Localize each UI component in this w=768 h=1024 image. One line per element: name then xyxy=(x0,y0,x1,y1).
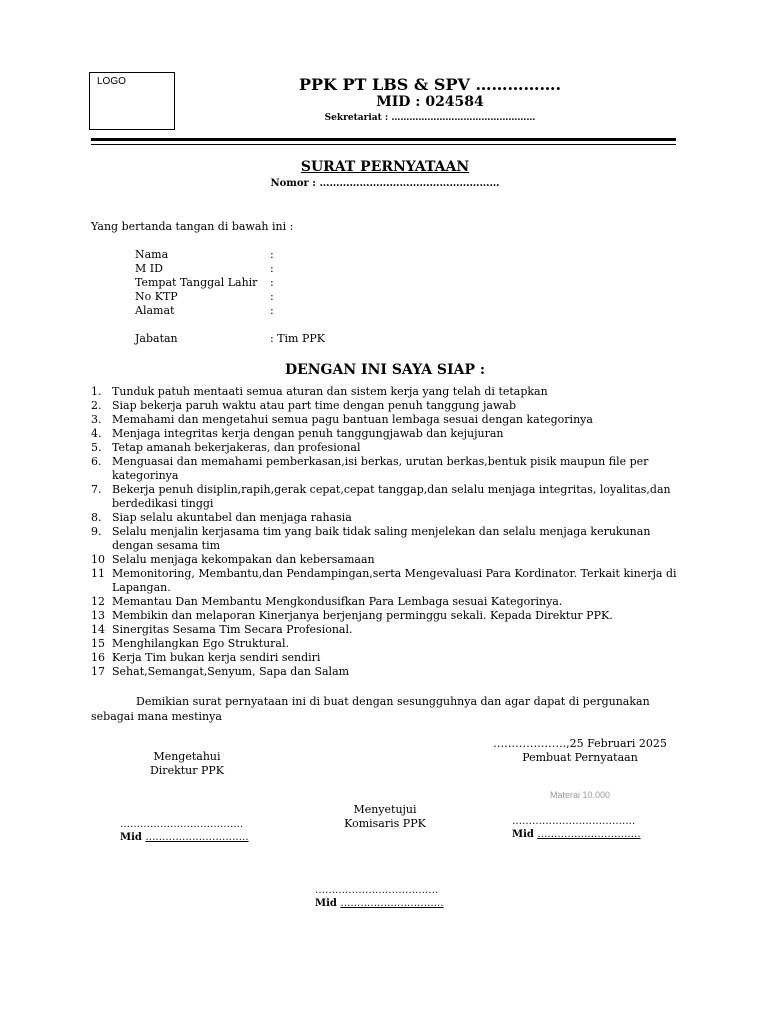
logo-placeholder xyxy=(89,72,175,130)
acknowledge-block xyxy=(97,750,277,778)
list-item-text: Kerja Tim bukan kerja sendiri sendiri xyxy=(112,651,321,664)
list-item-text: Siap selalu akuntabel dan menjaga rahasia xyxy=(112,511,352,524)
intro-text: Yang bertanda tangan di bawah ini : xyxy=(91,220,294,233)
field-value: : xyxy=(270,276,274,289)
list-item xyxy=(91,595,691,609)
list-item xyxy=(91,567,691,595)
signature-name-line: ………………………………. xyxy=(120,819,244,830)
acknowledge-role: Direktur PPK xyxy=(149,764,225,777)
mid-label: Mid xyxy=(315,898,337,909)
list-item-number: 11 xyxy=(91,567,105,580)
list-item xyxy=(91,455,691,483)
signature-mid-line xyxy=(512,828,641,841)
list-item xyxy=(91,441,691,455)
list-item-number: 1. xyxy=(91,385,102,398)
header-rule-thin xyxy=(91,144,676,145)
approve-block xyxy=(285,803,485,831)
organization-mid: MID : 024584 xyxy=(376,94,484,110)
field-label: Tempat Tanggal Lahir xyxy=(135,276,258,289)
list-item-text: Selalu menjalin kerjasama tim yang baik tidak saling menjelekan dan selalu menjaga kerukunan dengan sesama tim xyxy=(112,525,651,552)
list-item xyxy=(91,525,691,553)
list-item-text: Memahami dan mengetahui semua pagu bantuan lembaga sesuai dengan kategorinya xyxy=(112,413,593,426)
signing-date: ………………..,25 Februari 2025 xyxy=(493,737,667,750)
list-item-text: Sinergitas Sesama Tim Secara Profesional. xyxy=(112,623,353,636)
closing-paragraph xyxy=(91,694,691,724)
acknowledge-label: Mengetahui xyxy=(153,750,221,763)
list-item-number: 15 xyxy=(91,637,105,650)
field-row-position xyxy=(135,332,325,346)
closing-line-1: Demikian surat pernyataan ini di buat dengan sesungguhnya dan agar dapat di pergunakan xyxy=(136,695,650,708)
signature-director xyxy=(120,818,249,844)
list-item-number: 3. xyxy=(91,413,102,426)
list-item-text: Sehat,Semangat,Senyum, Sapa dan Salam xyxy=(112,665,350,678)
list-item-number: 13 xyxy=(91,609,105,622)
list-item-text: Siap bekerja paruh waktu atau part time dengan penuh tanggung jawab xyxy=(112,399,516,412)
signature-commissioner xyxy=(315,884,444,910)
mid-label: Mid xyxy=(120,832,142,843)
identity-fields xyxy=(135,248,325,346)
secretariat-line: Sekretariat : ………………………………………… xyxy=(324,113,536,123)
list-item xyxy=(91,413,691,427)
approve-role: Komisaris PPK xyxy=(344,817,426,830)
mid-dots: …………………………. xyxy=(537,829,641,840)
document-title: SURAT PERNYATAAN xyxy=(300,159,470,175)
list-item xyxy=(91,609,691,623)
list-item-number: 6. xyxy=(91,455,102,468)
field-value: : xyxy=(270,248,274,261)
list-item-text: Bekerja penuh disiplin,rapih,gerak cepat,cepat tanggap,dan selalu menjaga integritas, loyalitas,dan berdedikasi tinggi xyxy=(112,483,671,510)
list-item xyxy=(91,399,691,413)
approve-label: Menyetujui xyxy=(353,803,417,816)
list-item xyxy=(91,553,691,567)
signature-maker xyxy=(512,815,641,841)
field-label: No KTP xyxy=(135,290,178,303)
field-value: : xyxy=(270,290,274,303)
mid-dots: …………………………. xyxy=(145,832,249,843)
signature-name-line: ………………………………. xyxy=(512,816,636,827)
list-item-number: 7. xyxy=(91,483,102,496)
list-item-text: Memonitoring, Membantu,dan Pendampingan,serta Mengevaluasi Para Kordinator. Terkait kinerja di Lapangan. xyxy=(112,567,677,594)
commitment-heading: DENGAN INI SAYA SIAP : xyxy=(284,362,486,378)
mid-dots: …………………………. xyxy=(340,898,444,909)
list-item-text: Menjaga integritas kerja dengan penuh tanggungjawab dan kejujuran xyxy=(112,427,504,440)
mid-label: Mid xyxy=(512,829,534,840)
closing-line-2: sebagai mana mestinya xyxy=(91,710,222,723)
stamp-placeholder: Materai 10.000 xyxy=(549,790,611,800)
list-item-number: 16 xyxy=(91,651,105,664)
list-item-number: 10 xyxy=(91,553,105,566)
field-row-birth xyxy=(135,276,325,290)
document-number: Nomor : ……………………………………………… xyxy=(270,178,500,189)
field-row-name xyxy=(135,248,325,262)
list-item-text: Memantau Dan Membantu Mengkondusifkan Para Lembaga sesuai Kategorinya. xyxy=(112,595,563,608)
list-item xyxy=(91,637,691,651)
signature-mid-line xyxy=(315,897,444,910)
list-item-number: 5. xyxy=(91,441,102,454)
list-item xyxy=(91,665,691,679)
field-label: Nama xyxy=(135,248,169,261)
field-row-ktp xyxy=(135,290,325,304)
list-item-number: 4. xyxy=(91,427,102,440)
list-item-text: Selalu menjaga kekompakan dan kebersamaan xyxy=(112,553,375,566)
header-rule-thick xyxy=(91,138,676,141)
list-item xyxy=(91,385,691,399)
list-item xyxy=(91,651,691,665)
commitment-list xyxy=(91,385,691,679)
list-item-text: Menghilangkan Ego Struktural. xyxy=(112,637,289,650)
field-value: : xyxy=(270,262,274,275)
field-label: M ID xyxy=(135,262,163,275)
field-value: : Tim PPK xyxy=(270,332,326,345)
logo-text: LOGO xyxy=(97,76,126,87)
list-item-number: 17 xyxy=(91,665,105,678)
list-item xyxy=(91,483,691,511)
list-item xyxy=(91,427,691,441)
list-item-number: 14 xyxy=(91,623,105,636)
list-item-text: Tunduk patuh mentaati semua aturan dan sistem kerja yang telah di tetapkan xyxy=(112,385,548,398)
field-label: Alamat xyxy=(135,304,175,317)
maker-label: Pembuat Pernyataan xyxy=(522,751,638,764)
field-row-mid xyxy=(135,262,325,276)
list-item xyxy=(91,511,691,525)
list-item-number: 12 xyxy=(91,595,105,608)
list-item-text: Membikin dan melaporan Kinerjanya berjenjang perminggu sekali. Kepada Direktur PPK. xyxy=(112,609,613,622)
list-item xyxy=(91,623,691,637)
field-row-address xyxy=(135,304,325,318)
field-label: Jabatan xyxy=(135,332,178,345)
list-item-number: 2. xyxy=(91,399,102,412)
list-item-text: Tetap amanah bekerjakeras, dan profesional xyxy=(112,441,361,454)
list-item-text: Menguasai dan memahami pemberkasan,isi berkas, urutan berkas,bentuk pisik maupun file per kategorinya xyxy=(112,455,649,482)
list-item-number: 8. xyxy=(91,511,102,524)
signature-mid-line xyxy=(120,831,249,844)
list-item-number: 9. xyxy=(91,525,102,538)
field-value: : xyxy=(270,304,274,317)
organization-title: PPK PT LBS & SPV ……………. xyxy=(298,75,562,94)
signature-name-line: ………………………………. xyxy=(315,885,439,896)
